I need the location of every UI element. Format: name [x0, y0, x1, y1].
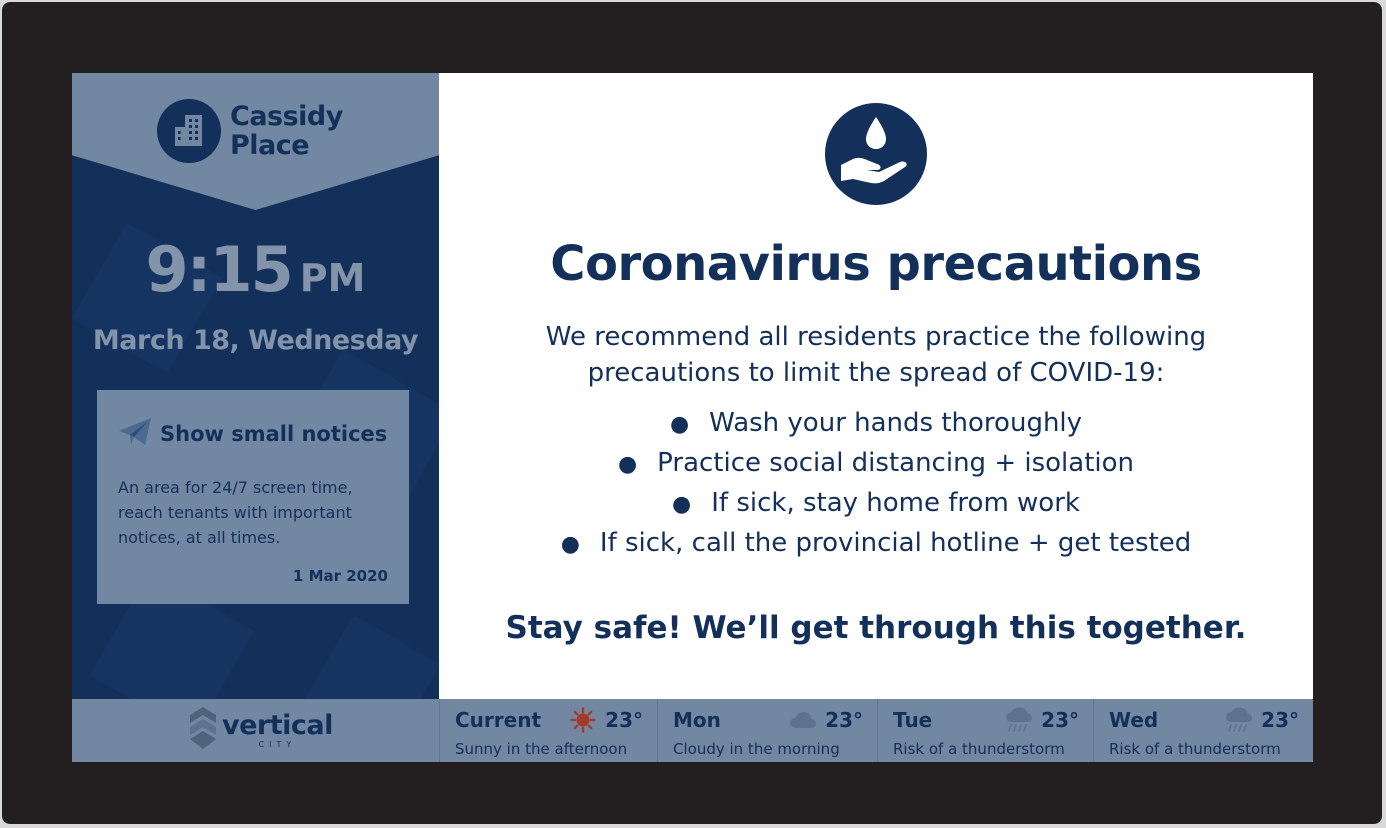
logo-text — [230, 102, 343, 160]
hand-water-drop-icon — [825, 103, 927, 205]
notice-date: 1 Mar 2020 — [292, 567, 388, 585]
list-item-text: If sick, call the provincial hotline + get tested — [599, 528, 1192, 558]
forecast-desc: Sunny in the afternoon — [455, 740, 628, 758]
announcement-closing: Stay safe! We’ll get through this together. — [505, 610, 1247, 646]
rain-cloud-icon — [1005, 708, 1033, 732]
building-icon — [157, 99, 221, 163]
forecast-temp: 23° — [1261, 708, 1299, 732]
bottom-bar — [72, 699, 1313, 762]
signage-screen — [72, 73, 1313, 762]
paper-plane-icon — [118, 417, 152, 451]
forecast-current — [439, 699, 657, 762]
forecast-temp: 23° — [1041, 708, 1079, 732]
background-shape — [304, 615, 439, 699]
list-item: ● Practice social distancing + isolation — [617, 448, 1135, 478]
forecast-desc: Risk of a thunderstorm — [893, 740, 1065, 758]
forecast-desc: Cloudy in the morning — [673, 740, 840, 758]
cassidy-place-logo — [157, 99, 343, 163]
sidebar — [72, 73, 439, 699]
forecast-day: Wed — [1109, 708, 1159, 732]
forecast-day: Current — [455, 708, 542, 732]
list-item-text: Wash your hands thoroughly — [709, 408, 1083, 438]
clock — [72, 233, 439, 306]
list-item-text: If sick, stay home from work — [711, 488, 1080, 518]
forecast-desc: Risk of a thunderstorm — [1109, 740, 1281, 758]
forecast-wed — [1093, 699, 1313, 762]
notice-card — [97, 390, 409, 604]
list-item: ● If sick, call the provincial hotline + get tested — [560, 528, 1192, 558]
notice-header — [118, 417, 389, 451]
main-content — [439, 73, 1313, 699]
logo-line-1: Cassidy — [230, 101, 343, 132]
forecast-tue — [877, 699, 1093, 762]
precautions-list — [439, 403, 1313, 563]
logo-line-2: Place — [230, 130, 310, 161]
forecast-mon — [657, 699, 877, 762]
forecast-day: Tue — [893, 708, 933, 732]
forecast-day: Mon — [673, 708, 721, 732]
vertical-city-logo — [190, 707, 333, 753]
list-item-text: Practice social distancing + isolation — [657, 448, 1135, 478]
vertical-city-sub: CITY — [258, 739, 297, 749]
notice-title: Show small notices — [160, 422, 388, 446]
rain-cloud-icon — [1225, 708, 1253, 732]
announcement-title: Coronavirus precautions — [550, 236, 1202, 292]
list-item: ● Wash your hands thoroughly — [669, 408, 1083, 438]
vertical-city-wordmark — [222, 709, 333, 749]
current-date: March 18, Wednesday — [92, 325, 419, 356]
clock-ampm: PM — [299, 256, 366, 300]
announcement-intro: We recommend all residents practice the following precautions to limit the spread of COVID-19: — [545, 322, 1207, 388]
list-item: ● If sick, stay home from work — [672, 488, 1080, 518]
forecast-temp: 23° — [825, 708, 863, 732]
notice-body: An area for 24/7 screen time, reach tenants with important notices, at all times. — [118, 478, 353, 547]
sun-icon — [569, 708, 597, 732]
cloud-icon — [789, 708, 817, 732]
vertical-city-logo-icon — [190, 707, 216, 753]
clock-time: 9:15 — [145, 233, 292, 306]
vertical-city-word: vertical — [222, 709, 333, 741]
forecast-temp: 23° — [605, 708, 643, 732]
